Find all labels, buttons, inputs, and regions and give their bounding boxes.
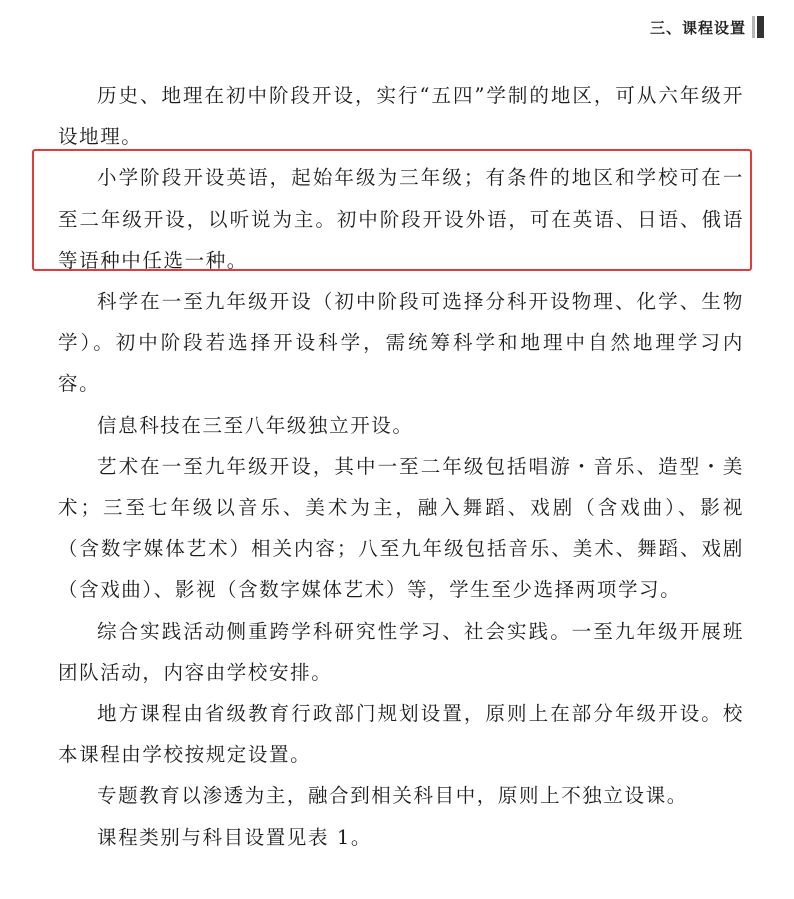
paragraph-comprehensive-practice: 综合实践活动侧重跨学科研究性学习、社会实践。一至九年级开展班团队活动，内容由学校安排。 bbox=[58, 619, 744, 684]
document-body bbox=[58, 75, 744, 858]
section-title: 三、课程设置 bbox=[649, 18, 746, 37]
paragraph-thematic-education: 专题教育以渗透为主，融合到相关科目中，原则上不独立设课。 bbox=[97, 784, 688, 808]
paragraph-table-reference: 课程类别与科目设置见表 1。 bbox=[97, 825, 373, 849]
paragraph-science: 科学在一至九年级开设（初中阶段可选择分科开设物理、化学、生物学）。初中阶段若选择开设科学，需统筹科学和地理中自然地理学习内容。 bbox=[58, 290, 744, 396]
paragraph-english: 小学阶段开设英语，起始年级为三年级；有条件的地区和学校可在一至二年级开设，以听说为主。初中阶段开设外语，可在英语、日语、俄语等语种中任选一种。 bbox=[58, 166, 744, 272]
paragraph-information-technology: 信息科技在三至八年级独立开设。 bbox=[97, 413, 414, 437]
header-bar-icon bbox=[752, 16, 764, 38]
paragraph-local-curriculum: 地方课程由省级教育行政部门规划设置，原则上在部分年级开设。校本课程由学校按规定设置。 bbox=[58, 702, 744, 767]
page-header bbox=[650, 16, 764, 38]
paragraph-history-geography: 历史、地理在初中阶段开设，实行“五四”学制的地区，可从六年级开设地理。 bbox=[58, 84, 744, 149]
paragraph-arts: 艺术在一至九年级开设，其中一至二年级包括唱游・音乐、造型・美术；三至七年级以音乐、美术为主，融入舞蹈、戏剧（含戏曲）、影视（含数字媒体艺术）相关内容；八至九年级包括音乐、美术、舞蹈、戏剧（含戏曲）、影视（含数字媒体艺术）等，学生至少选择两项学习。 bbox=[58, 454, 744, 602]
